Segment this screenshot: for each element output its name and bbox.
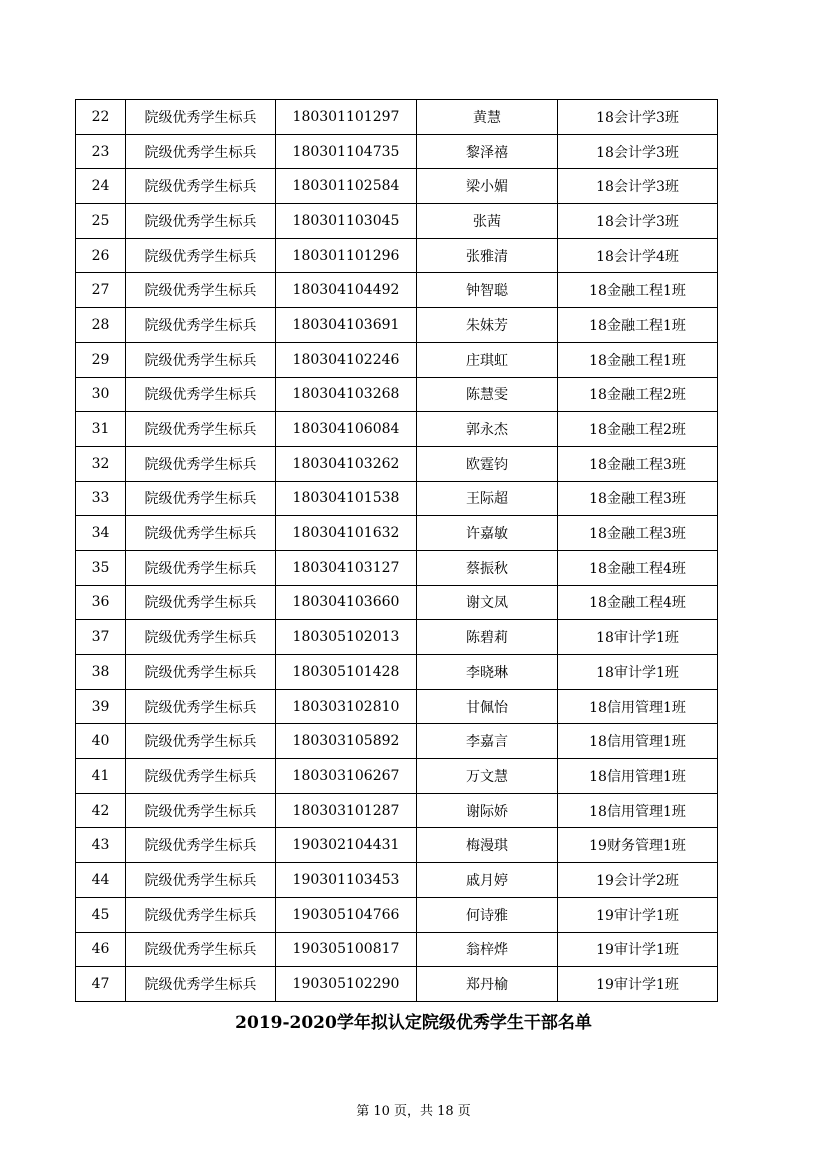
table-row [76,377,718,412]
row-number-cell: 36 [76,585,126,620]
student-id-cell: 180301102584 [276,169,417,204]
table-row [76,689,718,724]
class-name-cell: 18金融工程4班 [558,550,718,585]
row-number-cell: 25 [76,204,126,239]
student-id-cell: 180304101632 [276,516,417,551]
row-number-cell: 37 [76,620,126,655]
award-title-cell: 院级优秀学生标兵 [126,550,276,585]
class-name-cell: 18信用管理1班 [558,793,718,828]
award-title-cell: 院级优秀学生标兵 [126,412,276,447]
student-id-cell: 180305102013 [276,620,417,655]
row-number-cell: 28 [76,308,126,343]
class-name-cell: 18审计学1班 [558,620,718,655]
row-number-cell: 22 [76,100,126,135]
table-row [76,481,718,516]
page-footer: 第 10 页，共 18 页 [356,1104,471,1119]
class-name-cell: 18信用管理1班 [558,724,718,759]
award-title-cell: 院级优秀学生标兵 [126,967,276,1002]
class-name-cell: 18信用管理1班 [558,759,718,794]
award-title-cell: 院级优秀学生标兵 [126,828,276,863]
award-title-cell: 院级优秀学生标兵 [126,100,276,135]
student-id-cell: 180303101287 [276,793,417,828]
table-row [76,308,718,343]
student-name-cell: 陈碧莉 [417,620,558,655]
class-name-cell: 19财务管理1班 [558,828,718,863]
class-name-cell: 18金融工程1班 [558,342,718,377]
row-number-cell: 35 [76,550,126,585]
class-name-cell: 19审计学1班 [558,932,718,967]
award-title-cell: 院级优秀学生标兵 [126,377,276,412]
table-row [76,273,718,308]
table-row [76,967,718,1002]
row-number-cell: 41 [76,759,126,794]
student-id-cell: 180304103127 [276,550,417,585]
student-name-cell: 张茜 [417,204,558,239]
table-row [76,169,718,204]
table-row [76,828,718,863]
class-name-cell: 18会计学3班 [558,100,718,135]
class-name-cell: 18审计学1班 [558,655,718,690]
class-name-cell: 18会计学3班 [558,169,718,204]
student-id-cell: 190301103453 [276,863,417,898]
student-name-cell: 黎泽禧 [417,134,558,169]
award-title-cell: 院级优秀学生标兵 [126,169,276,204]
table-row [76,932,718,967]
student-name-cell: 张雅清 [417,238,558,273]
row-number-cell: 31 [76,412,126,447]
award-title-cell: 院级优秀学生标兵 [126,273,276,308]
student-id-cell: 190302104431 [276,828,417,863]
table-row [76,759,718,794]
row-number-cell: 47 [76,967,126,1002]
award-title-cell: 院级优秀学生标兵 [126,516,276,551]
row-number-cell: 23 [76,134,126,169]
table-row [76,238,718,273]
student-roster-table [75,99,718,1002]
row-number-cell: 30 [76,377,126,412]
student-id-cell: 190305104766 [276,897,417,932]
student-name-cell: 郭永杰 [417,412,558,447]
student-name-cell: 甘佩怡 [417,689,558,724]
class-name-cell: 18金融工程1班 [558,308,718,343]
class-name-cell: 18金融工程4班 [558,585,718,620]
student-name-cell: 蔡振秋 [417,550,558,585]
class-name-cell: 18金融工程3班 [558,516,718,551]
student-name-cell: 黄慧 [417,100,558,135]
student-name-cell: 郑丹榆 [417,967,558,1002]
row-number-cell: 32 [76,446,126,481]
row-number-cell: 46 [76,932,126,967]
class-name-cell: 18金融工程3班 [558,446,718,481]
student-id-cell: 180304102246 [276,342,417,377]
award-title-cell: 院级优秀学生标兵 [126,342,276,377]
class-name-cell: 19会计学2班 [558,863,718,898]
student-name-cell: 何诗雅 [417,897,558,932]
student-name-cell: 欧霆钧 [417,446,558,481]
class-name-cell: 19审计学1班 [558,897,718,932]
table-row [76,134,718,169]
row-number-cell: 44 [76,863,126,898]
student-id-cell: 190305100817 [276,932,417,967]
class-name-cell: 18信用管理1班 [558,689,718,724]
student-id-cell: 180303102810 [276,689,417,724]
row-number-cell: 40 [76,724,126,759]
row-number-cell: 43 [76,828,126,863]
table-row [76,100,718,135]
student-id-cell: 180303106267 [276,759,417,794]
student-id-cell: 180304104492 [276,273,417,308]
class-name-cell: 18会计学3班 [558,204,718,239]
student-id-cell: 180305101428 [276,655,417,690]
class-name-cell: 18金融工程2班 [558,412,718,447]
class-name-cell: 18金融工程2班 [558,377,718,412]
row-number-cell: 38 [76,655,126,690]
row-number-cell: 33 [76,481,126,516]
student-name-cell: 许嘉敏 [417,516,558,551]
award-title-cell: 院级优秀学生标兵 [126,793,276,828]
class-name-cell: 18金融工程3班 [558,481,718,516]
award-title-cell: 院级优秀学生标兵 [126,481,276,516]
student-id-cell: 180301101296 [276,238,417,273]
award-title-cell: 院级优秀学生标兵 [126,620,276,655]
table-row [76,550,718,585]
award-title-cell: 院级优秀学生标兵 [126,655,276,690]
student-id-cell: 180304103660 [276,585,417,620]
class-name-cell: 18金融工程1班 [558,273,718,308]
row-number-cell: 45 [76,897,126,932]
student-id-cell: 190305102290 [276,967,417,1002]
student-id-cell: 180304106084 [276,412,417,447]
row-number-cell: 39 [76,689,126,724]
award-title-cell: 院级优秀学生标兵 [126,204,276,239]
student-name-cell: 李嘉言 [417,724,558,759]
table-row [76,863,718,898]
award-title-cell: 院级优秀学生标兵 [126,134,276,169]
student-name-cell: 梁小媚 [417,169,558,204]
class-name-cell: 18会计学3班 [558,134,718,169]
table-row [76,793,718,828]
table-row [76,412,718,447]
student-id-cell: 180304103691 [276,308,417,343]
row-number-cell: 42 [76,793,126,828]
student-id-cell: 180304101538 [276,481,417,516]
student-name-cell: 谢文凤 [417,585,558,620]
award-title-cell: 院级优秀学生标兵 [126,238,276,273]
student-id-cell: 180304103268 [276,377,417,412]
table-row [76,204,718,239]
student-name-cell: 王际超 [417,481,558,516]
award-title-cell: 院级优秀学生标兵 [126,759,276,794]
class-name-cell: 19审计学1班 [558,967,718,1002]
award-title-cell: 院级优秀学生标兵 [126,689,276,724]
row-number-cell: 27 [76,273,126,308]
student-id-cell: 180301101297 [276,100,417,135]
award-title-cell: 院级优秀学生标兵 [126,585,276,620]
student-name-cell: 谢际娇 [417,793,558,828]
table-row [76,342,718,377]
student-name-cell: 陈慧雯 [417,377,558,412]
student-name-cell: 戚月婷 [417,863,558,898]
table-row [76,620,718,655]
class-name-cell: 18会计学4班 [558,238,718,273]
row-number-cell: 29 [76,342,126,377]
award-title-cell: 院级优秀学生标兵 [126,308,276,343]
table-row [76,516,718,551]
table-row [76,897,718,932]
student-name-cell: 翁梓烨 [417,932,558,967]
award-title-cell: 院级优秀学生标兵 [126,446,276,481]
section-title: 2019-2020学年拟认定院级优秀学生干部名单 [235,1013,592,1033]
student-id-cell: 180301104735 [276,134,417,169]
row-number-cell: 24 [76,169,126,204]
roster-table-body [76,100,718,1002]
table-row [76,655,718,690]
row-number-cell: 34 [76,516,126,551]
student-id-cell: 180301103045 [276,204,417,239]
award-title-cell: 院级优秀学生标兵 [126,724,276,759]
award-title-cell: 院级优秀学生标兵 [126,863,276,898]
table-row [76,585,718,620]
award-title-cell: 院级优秀学生标兵 [126,897,276,932]
student-name-cell: 钟智聪 [417,273,558,308]
student-name-cell: 李晓琳 [417,655,558,690]
row-number-cell: 26 [76,238,126,273]
student-id-cell: 180303105892 [276,724,417,759]
student-name-cell: 梅漫琪 [417,828,558,863]
table-row [76,724,718,759]
student-name-cell: 万文慧 [417,759,558,794]
student-name-cell: 庄琪虹 [417,342,558,377]
award-title-cell: 院级优秀学生标兵 [126,932,276,967]
student-name-cell: 朱妹芳 [417,308,558,343]
student-id-cell: 180304103262 [276,446,417,481]
table-row [76,446,718,481]
